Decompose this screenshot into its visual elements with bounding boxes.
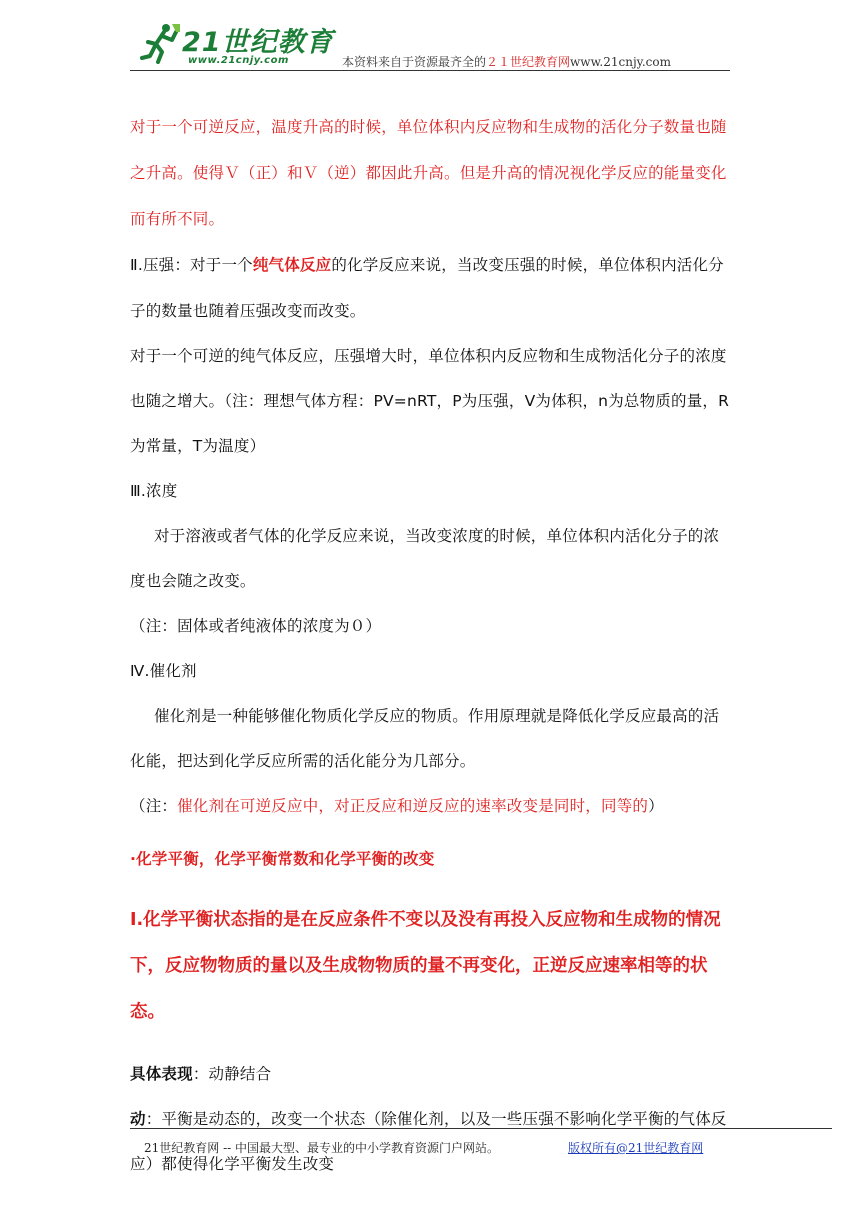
pressure-prefix: Ⅱ.压强：对于一个 — [130, 256, 253, 274]
header-url[interactable]: www.21cnjy.com — [570, 55, 671, 69]
note-catalyst — [130, 784, 732, 829]
logo-title: 21世纪教育 — [182, 27, 334, 58]
note-concentration: （注：固体或者纯液体的浓度为０） — [130, 617, 382, 635]
paragraph-gas-reaction: 对于一个可逆的纯气体反应，压强增大时，单位体积内反应物和生成物活化分子的浓度也随之增大。（注：理想气体方程：PV=nRT，P为压强，V为体积，n为总物质的量，R为常量，T为温度） — [130, 347, 730, 455]
heading-concentration: Ⅲ.浓度 — [130, 482, 178, 500]
paragraph-pressure — [130, 242, 732, 334]
paragraph-manifestation — [130, 1052, 732, 1097]
note-catalyst-suffix: ） — [648, 797, 664, 815]
heading-catalyst: Ⅳ.催化剂 — [130, 662, 197, 680]
document-body — [130, 104, 732, 1187]
note-catalyst-prefix: （注： — [130, 797, 178, 815]
manifestation-label: 具体表现 — [130, 1065, 193, 1083]
dynamic-text: ：平衡是动态的，改变一个状态（除催化剂，以及一些压强不影响化学平衡的气体反应）都使得化学平衡发生改变 — [130, 1110, 727, 1173]
paragraph-catalyst: 催化剂是一种能够催化物质化学反应的物质。作用原理就是降低化学反应最高的活化能，把达到化学反应所需的活化能分为几部分。 — [130, 707, 720, 770]
dynamic-label: 动 — [130, 1110, 146, 1128]
manifestation-text: ：动静结合 — [192, 1065, 272, 1083]
page-header — [130, 18, 730, 71]
copyright-link[interactable]: 版权所有@21世纪教育网 — [568, 1141, 704, 1155]
site-logo[interactable] — [130, 18, 340, 68]
logo-url: www.21cnjy.com — [188, 55, 289, 66]
footer-text: 21世纪教育网 -- 中国最大型、最专业的中小学教育资源门户网站。 — [144, 1141, 500, 1155]
note-catalyst-highlight: 催化剂在可逆反应中，对正反应和逆反应的速率改变是同时，同等的 — [177, 797, 649, 815]
header-tagline — [342, 53, 671, 70]
runner-logo-icon — [136, 22, 182, 64]
section-title: ·化学平衡，化学平衡常数和化学平衡的改变 — [130, 850, 435, 868]
paragraph-temperature: 对于一个可逆反应，温度升高的时候，单位体积内反应物和生成物的活化分子数量也随之升高。使得Ｖ（正）和Ｖ（逆）都因此升高。但是升高的情况视化学反应的能量变化而有所不同。 — [130, 118, 727, 228]
pressure-suffix: 的化学反应来说，当改变压强的时候，单位体积内活化分子的数量也随着压强改变而改变。 — [130, 256, 724, 320]
page-footer — [130, 1128, 832, 1155]
header-brand: ２１世纪教育网 — [486, 55, 571, 69]
pressure-highlight: 纯气体反应 — [252, 256, 332, 274]
equilibrium-statement: Ⅰ.化学平衡状态指的是在反应条件不变以及没有再投入反应物和生成物的情况下，反应物物质的量以及生成物物质的量不再变化，正逆反应速率相等的状态。 — [130, 909, 721, 1022]
header-prefix: 本资料来自于资源最齐全的 — [342, 55, 487, 69]
paragraph-concentration: 对于溶液或者气体的化学反应来说，当改变浓度的时候，单位体积内活化分子的浓度也会随之改变。 — [130, 527, 720, 590]
